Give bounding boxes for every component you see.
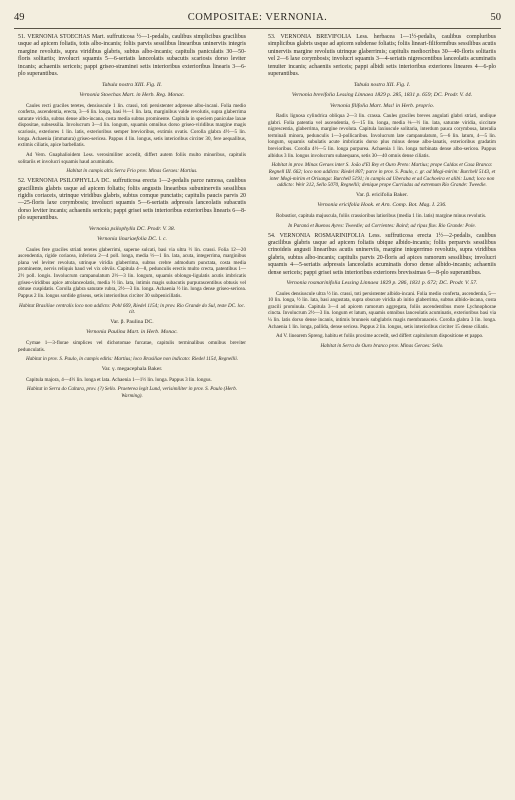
text-paragraph: Vernonia linariaefolia DC. l. c. [97, 236, 167, 243]
right-column [268, 34, 496, 353]
left-column [18, 34, 246, 403]
text-paragraph: Vernonia brevifolia Lessing Linnaea 1829 p. 285, 1831 p. 659; DC. Prodr. V. 44. [291, 92, 473, 99]
text-paragraph: Caules densiuscule ultra ½ lin. crassi, toti persistenter albido-incani. Folia medio conferta, ascendentia, 5—10 lin. longa, ½ lin. lata, basi angustata, supra obscure viridia ab initio glaberrima, subtus albido-incana, costa gracili prominula. Capitula 3—4 ad apicem ramorum aggregata, foliis ascendentibus more Lychnophorae cincta. Involucrum 2½—3 lin. longum et latum, squamis omnibus lanceolatis acuminatis, exterioribus basi via ¼ lin. latis dorso dense incanis, intimis brunneis subglabris magis membranaceis. Corolla glabra 3 lin. longa. Achaenia 1 lin. longa, pallida, dense sericea. Pappus 2 lin. longus, setis interioribus circiter 15 dense ciliatis. [268, 290, 496, 330]
text-paragraph: Habitat in Serra do Ouro branco prov. Minas Geraes: Sello. [320, 343, 444, 350]
text-paragraph: 52. VERNONIA PSILOPHYLLA DC. suffruticosa erecta 1—2-pedalis parce ramosa, caulibus gracillimis glabris usque ad apicem foliatis; foliis angustis linearibus subuninerviis sessilibus rigidis coriaceis, utrinque viridibus glabris, subtus comque punctatis; capitulis paucis parvis 20—25-floris laxe corymbosis; involucri squamis 5—6-seriatis adpressis lanceolatis subacutis dorso leviter incanis; achaeniis sericeis; pappi grisei setis interioribus exterioribus linearis 6—8-plo superantibus. [18, 178, 246, 222]
text-paragraph: 54. VERNONIA ROSMARINIFOLIA Less. suffruticosa erecta 1½—2-pedalis, caulibus gracilibus glabris usque ad apicem foliatis ubique albido-incanis; foliis perparvis sessilibus crinoideis angusti linearibus acutis uninerviis, margine integerrimo revolutis, supra viridibus glabris, subtus albo-incanis; capitulis parvis 20-floris ad apices ramorum sessilibus; involucri squamis 4—5-seriatis adpressis lanceolatis acuminatis dorso dense albido-incanis; achaeniis dense sericeis; pappi grisei setis interioribus exteriores brevissimas 6—8-plo superantibus. [268, 232, 496, 276]
text-paragraph: Var. γ. megacephala Baker. [101, 366, 163, 373]
text-paragraph: Ad V. linearem Spreng. habitu et foliis proxime accedit, sed differt capitulorum dispositione et pappo. [276, 333, 484, 340]
text-paragraph: Ad Vern. Gnaphalioidem Less. verosimiliter accedit, differt autem foliis multo minoribus, capitulis solitariis et involucri squamis haud acuminatis. [18, 151, 246, 165]
text-paragraph: Habitat in prov. S. Paulo, in campis editis: Martius; loco Brasiliae non indicato: Riedel 1154, Regnellii. [25, 356, 239, 363]
page-number-right: 50 [490, 12, 501, 23]
text-paragraph: In Paraná et Buenos Ayres: Tweedie; ad Corrientes: Baird; ad ripas fluv. Rio Grande: Pole. [288, 222, 476, 229]
text-paragraph: Habitat in campis altis Serra Frio prov. Minas Geraes: Martius. [66, 168, 198, 175]
text-paragraph: Tabula nostra XII. Fig. I. [353, 81, 411, 88]
page-number-left: 49 [14, 12, 25, 23]
text-paragraph: Var. β. ericifolia Baker. [356, 191, 408, 198]
text-paragraph: Vernonia filifolia Mart. Mss! in Herb. proprio. [329, 102, 435, 109]
text-paragraph: Capitula majora, 4—4½ lin. longa et lata. Achaenia 1—1½ lin. longa. Pappus 3 lin. longus. [26, 376, 212, 383]
running-header [14, 12, 501, 28]
text-paragraph: Vernonia Stoechas Mart. in Herb. Reg. Monac. [79, 92, 185, 99]
text-paragraph: Tabula nostra XIII. Fig. II. [102, 81, 162, 88]
header-rule [14, 28, 501, 29]
running-title: COMPOSITAE: VERNONIA. [187, 12, 328, 23]
text-paragraph: Vernonia Paulina Mart. in Herb. Monac. [86, 329, 178, 336]
text-paragraph: Habitat in Serra do Caltara, prov. (?) Sello. Praeterea legit Lund, verisimiliter in prov. S. Paulo (Herb. Warming). [26, 386, 238, 399]
text-paragraph: 53. VERNONIA BREVIFOLIA Less. herbacea 1—1½-pedalis, caulibus compluribus simplicibus glabris usque ad apicem subdense foliatis; foliis lineari-filiformibus sessilibus acutis uninerviis margine revolutis utrinque glaberrimis; capitulis mediocribus 30—40-floris solitariis vel 2—6 laxe corymbosis; involucri squamis 3—4-seriatis nigrescentibus lanceolatis acuminatis tenuiter incanis; achaeniis sericeis; pappi albidi setis interioribus exteriores lineares 4—6-plo superantibus. [268, 34, 496, 78]
text-paragraph: Vernonia rosmarinifolia Lessing Linnaea 1829 p. 286, 1831 p. 672; DC. Prodr. V. 57. [286, 280, 478, 287]
text-paragraph: Caules fere graciles striati teretes glaberrimi, superne sulcati, basi via ultra ½ lin. crassi. Folia 12—20 ascendentia, rigide coriacea, inferiora 2—4 poll. longa, media ½—1 lin. lata, acuta, integerrima, marginibus plana vel leviter revoluta, utrinque viridia glaberrima, subtus crebre admodum punctata, costa media prominente, nervis reliquis haud vel vix obviis. Capitula 4—8, pedunculis erectis multo crecta, patentibus 1—2½ poll. longis. Involucrum campanulatum 2½—3 lin. longum, squamis oblongo-ligulatis acutis imbricatis griseo-viridibus apice atrolanceolatis, media ½ lin. lata, intimis magis subacutis purpurascentibus obtusis vel obtuse cuspidatis. Corolla glabra saturate rubra, 2½—3 lin. longa. Achaenia ½ lin. longa dense griseo-sericea. Pappus 2 lin. longus sordide griseus, setis interioribus circiter 30 subpenicillatis. [18, 246, 246, 299]
text-paragraph: Caules recti graciles teretes, densiuscule 1 lin. crassi, toti persistenter adpresse albo-incani. Folia medio confertа, ascendentia, erecta, 3—6 lin. longa, basi ⅓—1 lin. lata, marginibus valde revolutis, supra glaberrima saturate viridia, subtus dense albo-incana, costa media subtus prominente. Capitula in speciem paniculae laxae dispositae, subsessilia. Involucrum 3—4 lin. longum, squamis omnibus dorso griseo-viridibus margine magis scariosis, exteriores 1 lin. latis, exterioribus semper brevioribus, extimis ovatis. Corolla glabra 4½—5 lin. longa. Achaenia (immatura) griseo-sericea. Pappus 4 lin. longus, setis interioribus circiter 30, fere aequalibus, extimis ciliatis, apice barbellatis. [18, 102, 246, 149]
text-paragraph: Habitat in prov. Minas Geraes inter S. João d'El Rey et Ouro Preto: Martius; prope Caldas et Casa Branca: Regnell III. 662; loco non addicto: Riedel 807; parce in prov. S. Paulo, c. gr. ad Mogi-mirim: Burchell 5143, et inter Mogi-mirim et Orisanga: Burchell 5191; in campis ad Uberaba et ad Cachoeira et alibi: Lund; loco non addicto: Weir 312, Sello 5070, Regnellii; denique prope Curriadas ad extremum Rio Grande: Tweedie. [268, 162, 496, 189]
text-paragraph: Var. β. Paulina DC. [110, 319, 154, 325]
text-paragraph: Robustior, capitula majuscula, foliis crassioribus latioribus (media 1 lin. latis) margine minus revolutis. [276, 212, 487, 219]
text-paragraph: Habitat Brasiliae centralis loco non addicto: Pohl 669, Riedel 1154; in prov. Rio Grande do Sul, teste DC. loc. cit. [18, 302, 246, 316]
text-paragraph: Radix lignosa cylindrica obliqua 2—3 lin. crassa. Caules graciles breves angulati glabri striati, undique glabri. Folia patentia vel ascendentia, 6—15 lin. longa, media ⅛—½ lin. lata, saturate viridia, siccitate nigrescentia, glaberrima, margine revoluta. Capitula laxiuscule solitaria, interdum pauca corymbosa, lateralia terminali minora, pedunculis 1—3-pollicaribus. Involucrum late campanulatum, 5—6 lin. latum, 4—5 lin. longum, squamis subulatis acute imbricatis dorso plus minus dense albo-lanatis, exterioribus gradatim brevioribus. Corolla 4½—5 lin. longa purpurea. Achaenia 1 lin. longa turbinata dense albo-sericea. Pappus albidus 3 lin. longus involucrum subaequans, setis 30—40 omnis dense ciliatis. [268, 113, 496, 159]
text-paragraph: Cymae 1—3-florae simplices vel dichotomae furcatae, capitulis terminalibus omnibus breviter pedunculatis. [18, 339, 246, 353]
text-paragraph: 51. VERNONIA STOECHAS Mart. suffruticosa ½—1-pedalis, caulibus simplicibus gracilibus usque ad apicem foliatis, totis albo-incanis; foliis parvis sessilibus linearibus uninerviis integris margine revolutis, supra viridibus glabris, subtus albo-incanis; capitulis paniculatis 30—50-floris solitariis; involucri squamis 5—6-seriatis lanceolatis subacutis scariosis dorso leviter incanis; achaeniis sericeis; pappi griseo-straminei setis interioribus exterioribus linearis 3—6-plo superantibus. [18, 34, 246, 78]
text-paragraph: Vernonia ericifolia Hook. et Arn. Comp. Bot. Mag. I. 236. [317, 202, 447, 209]
text-paragraph: Vernonia psilophylla DC. Prodr. V. 38. [88, 225, 176, 232]
